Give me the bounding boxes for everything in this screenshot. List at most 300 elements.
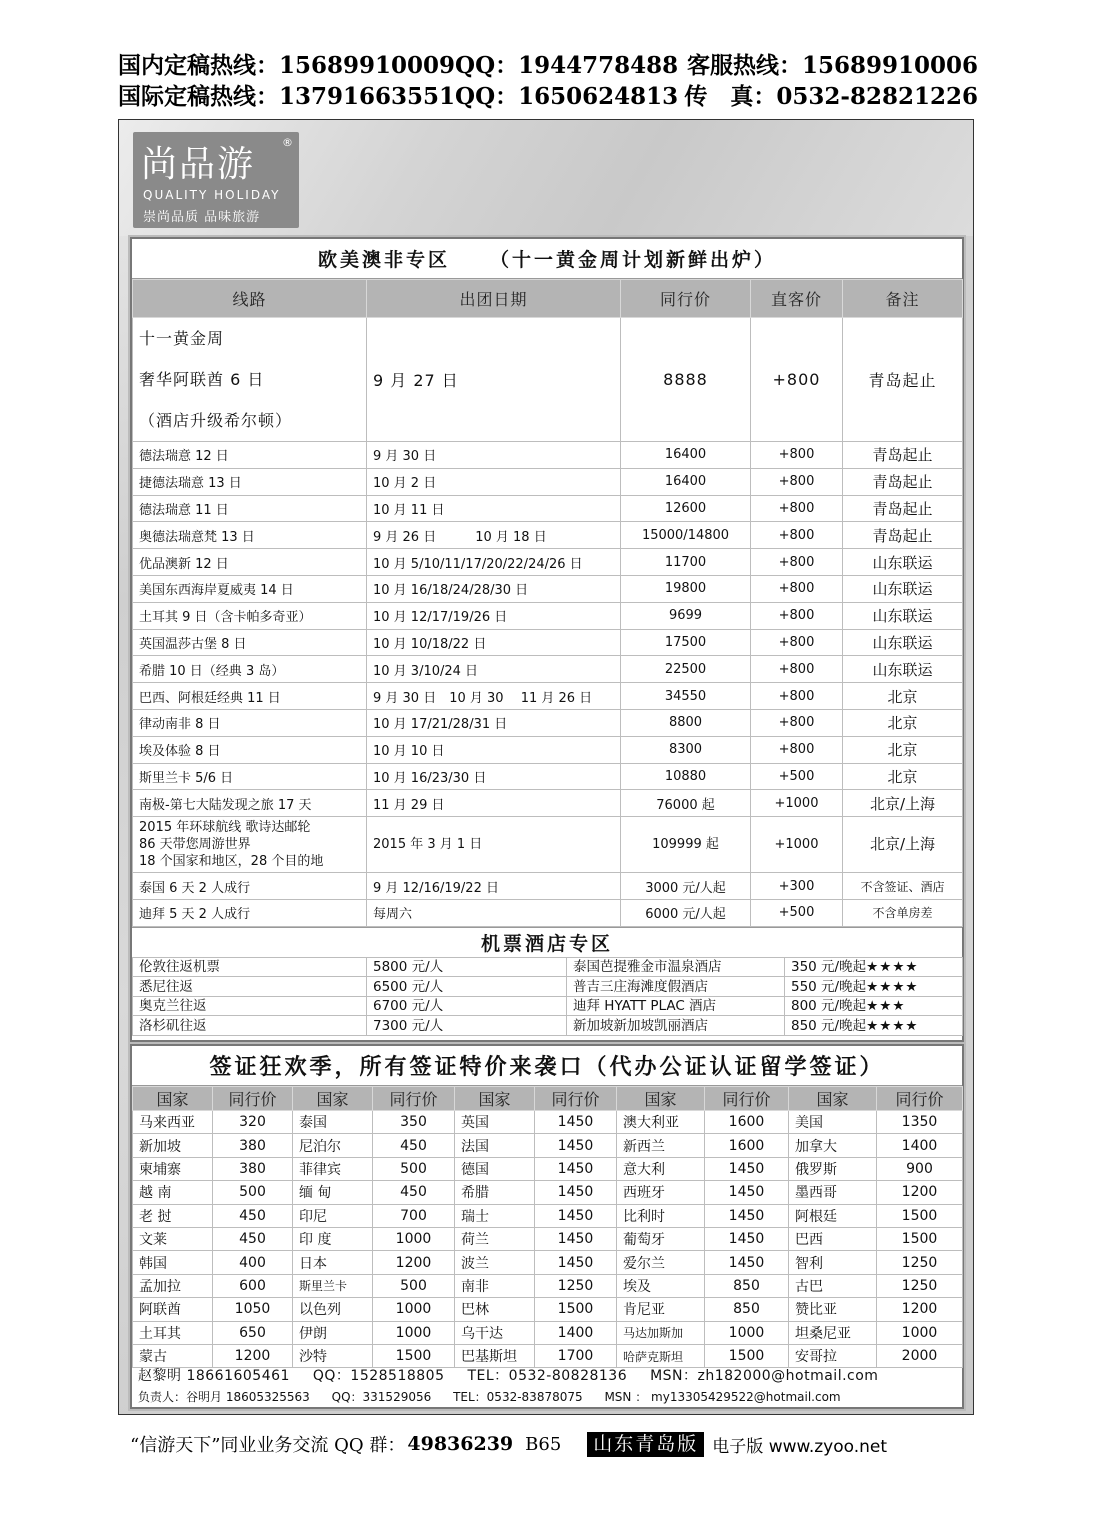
visa-country: 肯尼亚	[617, 1298, 705, 1321]
route-direct-price: +800	[751, 442, 843, 469]
visa-country: 赞比亚	[789, 1298, 877, 1321]
route-row	[133, 683, 963, 710]
route-peer-price: 8300	[621, 736, 751, 763]
route-note: 山东联运	[843, 549, 963, 576]
visa-country: 葡萄牙	[617, 1227, 705, 1250]
visa-country: 法国	[455, 1134, 535, 1157]
visa-country: 巴林	[455, 1298, 535, 1321]
visa-country: 印尼	[293, 1204, 373, 1227]
visa-country: 荷兰	[455, 1227, 535, 1250]
visa-price: 450	[373, 1181, 455, 1204]
visa-price: 500	[373, 1157, 455, 1180]
route-name: 德法瑞意 11 日	[133, 495, 367, 522]
route-name: 土耳其 9 日（含卡帕多奇亚）	[133, 602, 367, 629]
ticket-row	[133, 977, 963, 997]
route-direct-price: +800	[751, 522, 843, 549]
visa-price: 320	[213, 1111, 293, 1134]
route-name: 美国东西海岸夏威夷 14 日	[133, 575, 367, 602]
route-date: 每周六	[367, 899, 621, 926]
visa-header-price: 同行价	[877, 1087, 963, 1111]
brand-logo	[133, 132, 299, 228]
route-note: 山东联运	[843, 602, 963, 629]
visa-country: 希腊	[455, 1181, 535, 1204]
route-name: 德法瑞意 12 日	[133, 442, 367, 469]
visa-price: 1700	[535, 1344, 617, 1367]
route-date: 9 月 12/16/19/22 日	[367, 873, 621, 900]
route-name: 律动南非 8 日	[133, 709, 367, 736]
visa-price: 1450	[535, 1134, 617, 1157]
footer-qq-group: 49836239	[407, 1433, 514, 1455]
featured-route-row	[133, 318, 963, 442]
visa-country: 马来西亚	[133, 1111, 213, 1134]
hotel-price-value: 800 元/晚起	[791, 998, 867, 1014]
visa-country: 泰国	[293, 1111, 373, 1134]
cruise-route	[133, 817, 367, 873]
visa-price: 500	[213, 1181, 293, 1204]
route-row	[133, 736, 963, 763]
page-number: B65	[525, 1433, 562, 1455]
route-date: 10 月 2 日	[367, 468, 621, 495]
route-direct-price: +800	[751, 549, 843, 576]
visa-country: 伊朗	[293, 1321, 373, 1344]
fax-number: 传 真：0532-82821226	[684, 83, 978, 110]
route-direct-price: +800	[751, 495, 843, 522]
ticket-row	[133, 996, 963, 1016]
visa-price: 1450	[705, 1251, 789, 1274]
route-date: 10 月 17/21/28/31 日	[367, 709, 621, 736]
ticket-price: 5800 元/人	[367, 957, 567, 977]
route-note: 山东联运	[843, 629, 963, 656]
ticket-route: 伦敦往返机票	[133, 957, 367, 977]
visa-price: 650	[213, 1321, 293, 1344]
contact-manager	[138, 1388, 859, 1405]
visa-country: 安哥拉	[789, 1344, 877, 1367]
route-name: 巴西、阿根廷经典 11 日	[133, 683, 367, 710]
route-direct-price: +800	[751, 602, 843, 629]
route-date: 10 月 16/23/30 日	[367, 763, 621, 790]
route-peer-price: 16400	[621, 442, 751, 469]
visa-price: 500	[373, 1274, 455, 1297]
edition-badge: 山东青岛版	[587, 1432, 704, 1457]
route-name: 希腊 10 日（经典 3 岛）	[133, 656, 367, 683]
visa-country: 新加坡	[133, 1134, 213, 1157]
route-name: 南极-第七大陆发现之旅 17 天	[133, 790, 367, 817]
header-direct-price: 直客价	[751, 280, 843, 318]
visa-country: 波兰	[455, 1251, 535, 1274]
route-row	[133, 522, 963, 549]
header-date: 出团日期	[367, 280, 621, 318]
visa-price: 1000	[705, 1321, 789, 1344]
route-direct-price: +800	[751, 683, 843, 710]
cruise-route-line3: 18 个国家和地区，28 个目的地	[139, 854, 324, 870]
visa-country: 印 度	[293, 1227, 373, 1250]
route-note: 青岛起止	[843, 495, 963, 522]
route-date: 11 月 29 日	[367, 790, 621, 817]
route-row	[133, 656, 963, 683]
route-direct-price: +800	[751, 736, 843, 763]
route-name: 泰国 6 天 2 人成行	[133, 873, 367, 900]
route-row	[133, 899, 963, 926]
visa-price: 1050	[213, 1298, 293, 1321]
route-note: 山东联运	[843, 656, 963, 683]
visa-price: 850	[705, 1274, 789, 1297]
visa-country: 巴西	[789, 1227, 877, 1250]
route-peer-price: 34550	[621, 683, 751, 710]
visa-price: 2000	[877, 1344, 963, 1367]
visa-price: 1250	[877, 1274, 963, 1297]
contact-primary-tel: TEL：0532-80828136	[467, 1368, 628, 1384]
header-peer-price: 同行价	[621, 280, 751, 318]
visa-price: 450	[213, 1204, 293, 1227]
hotel-stars: ★★★	[866, 998, 906, 1014]
visa-country: 爱尔兰	[617, 1251, 705, 1274]
route-row	[133, 442, 963, 469]
route-peer-price: 22500	[621, 656, 751, 683]
brand-english: QUALITY HOLIDAY	[143, 188, 281, 202]
ticket-price: 7300 元/人	[367, 1016, 567, 1036]
visa-country: 澳大利亚	[617, 1111, 705, 1134]
visa-price: 900	[877, 1157, 963, 1180]
featured-route-line1: 十一黄金周	[139, 329, 225, 348]
visa-country: 柬埔寨	[133, 1157, 213, 1180]
route-name: 英国温莎古堡 8 日	[133, 629, 367, 656]
route-direct-price: +800	[751, 629, 843, 656]
route-peer-price: 10880	[621, 763, 751, 790]
visa-header-row	[133, 1087, 963, 1111]
route-row	[133, 790, 963, 817]
visa-row	[133, 1181, 963, 1204]
intl-hotline: 国际定稿热线：13791663551	[118, 83, 456, 110]
route-date: 9 月 26 日 10 月 18 日	[367, 522, 621, 549]
registered-mark: ®	[282, 136, 293, 149]
featured-price: 8888	[621, 318, 751, 442]
contact-primary	[138, 1365, 896, 1385]
route-direct-price: +800	[751, 656, 843, 683]
visa-country: 缅 甸	[293, 1181, 373, 1204]
visa-header-price: 同行价	[535, 1087, 617, 1111]
route-row	[133, 763, 963, 790]
hotel-name: 迪拜 HYATT PLAC 酒店	[567, 996, 785, 1016]
route-note: 北京	[843, 709, 963, 736]
visa-price: 1500	[877, 1204, 963, 1227]
route-row	[133, 575, 963, 602]
visa-price: 450	[213, 1227, 293, 1250]
ticket-price: 6500 元/人	[367, 977, 567, 997]
visa-country: 古巴	[789, 1274, 877, 1297]
visa-row	[133, 1204, 963, 1227]
visa-country: 俄罗斯	[789, 1157, 877, 1180]
visa-row	[133, 1227, 963, 1250]
hotline-header	[118, 50, 978, 112]
hotel-price	[785, 1016, 963, 1036]
route-peer-price: 6000 元/人起	[621, 899, 751, 926]
visa-country: 新西兰	[617, 1134, 705, 1157]
intl-qq: QQ：1650624813	[455, 83, 679, 110]
visa-price: 1500	[535, 1298, 617, 1321]
visa-price: 1200	[877, 1181, 963, 1204]
visa-header-price: 同行价	[213, 1087, 293, 1111]
visa-price: 1450	[535, 1204, 617, 1227]
route-peer-price: 17500	[621, 629, 751, 656]
visa-header-price: 同行价	[705, 1087, 789, 1111]
visa-price: 1250	[535, 1274, 617, 1297]
cruise-direct-price: +1000	[751, 817, 843, 873]
visa-price: 1450	[535, 1251, 617, 1274]
route-note: 青岛起止	[843, 442, 963, 469]
service-hotline: 客服热线：15689910006	[686, 52, 978, 79]
footer-text: “信游天下”同业业务交流 QQ 群：	[130, 1435, 406, 1456]
routes-title	[132, 239, 962, 279]
hotel-price	[785, 977, 963, 997]
visa-country: 尼泊尔	[293, 1134, 373, 1157]
visa-header-country: 国家	[455, 1087, 535, 1111]
visa-price: 1450	[535, 1181, 617, 1204]
route-peer-price: 12600	[621, 495, 751, 522]
visa-price: 1600	[705, 1111, 789, 1134]
visa-price: 400	[213, 1251, 293, 1274]
visa-country: 哈萨克斯坦	[617, 1344, 705, 1367]
ticket-route: 洛杉矶往返	[133, 1016, 367, 1036]
header-route: 线路	[133, 280, 367, 318]
visa-price: 1350	[877, 1111, 963, 1134]
visa-country: 坦桑尼亚	[789, 1321, 877, 1344]
route-direct-price: +500	[751, 763, 843, 790]
route-date: 9 月 30 日 10 月 30 11 月 26 日	[367, 683, 621, 710]
ticket-price: 6700 元/人	[367, 996, 567, 1016]
contact-primary-qq: QQ：1528518805	[312, 1368, 445, 1384]
visa-country: 比利时	[617, 1204, 705, 1227]
ticket-title: 机票酒店专区	[132, 927, 962, 957]
visa-country: 西班牙	[617, 1181, 705, 1204]
visa-row	[133, 1321, 963, 1344]
route-name: 迪拜 5 天 2 人成行	[133, 899, 367, 926]
visa-row	[133, 1298, 963, 1321]
cruise-route-line1: 2015 年环球航线 歌诗达邮轮	[139, 820, 311, 836]
hotel-price-value: 850 元/晚起	[791, 1017, 867, 1034]
hotel-name: 普吉三庄海滩度假酒店	[567, 977, 785, 997]
route-date: 9 月 30 日	[367, 442, 621, 469]
route-peer-price: 19800	[621, 575, 751, 602]
visa-header-price: 同行价	[373, 1087, 455, 1111]
route-direct-price: +500	[751, 899, 843, 926]
ticket-table	[132, 957, 963, 1036]
route-date: 10 月 16/18/24/28/30 日	[367, 575, 621, 602]
visa-price: 450	[373, 1134, 455, 1157]
visa-price: 1200	[213, 1344, 293, 1367]
visa-country: 日本	[293, 1251, 373, 1274]
visa-country: 瑞士	[455, 1204, 535, 1227]
visa-country: 意大利	[617, 1157, 705, 1180]
route-note: 青岛起止	[843, 522, 963, 549]
visa-row	[133, 1251, 963, 1274]
routes-panel	[130, 237, 964, 1042]
visa-country: 以色列	[293, 1298, 373, 1321]
route-direct-price: +800	[751, 575, 843, 602]
cruise-row	[133, 817, 963, 873]
cruise-peer-price: 109999 起	[621, 817, 751, 873]
routes-table	[132, 279, 963, 927]
featured-date: 9 月 27 日	[367, 318, 621, 442]
visa-title: 签证狂欢季，所有签证特价来袭口（代办公证认证留学签证）	[132, 1046, 962, 1086]
banner	[119, 120, 973, 236]
visa-country: 老 挝	[133, 1204, 213, 1227]
visa-price: 1600	[705, 1134, 789, 1157]
route-name: 奥德法瑞意梵 13 日	[133, 522, 367, 549]
visa-table	[132, 1086, 963, 1368]
route-row	[133, 629, 963, 656]
visa-price: 1450	[535, 1157, 617, 1180]
visa-price: 1000	[373, 1321, 455, 1344]
visa-country: 土耳其	[133, 1321, 213, 1344]
visa-country: 菲律宾	[293, 1157, 373, 1180]
visa-country: 马达加斯加	[617, 1321, 705, 1344]
route-note: 不含单房差	[843, 899, 963, 926]
route-direct-price: +1000	[751, 790, 843, 817]
hotel-stars: ★★★★	[866, 978, 919, 995]
visa-price: 1400	[535, 1321, 617, 1344]
route-date: 10 月 10/18/22 日	[367, 629, 621, 656]
visa-country: 阿联酋	[133, 1298, 213, 1321]
visa-price: 1500	[877, 1227, 963, 1250]
route-peer-price: 3000 元/人起	[621, 873, 751, 900]
visa-price: 1000	[877, 1321, 963, 1344]
visa-country: 斯里兰卡	[293, 1274, 373, 1297]
visa-row	[133, 1274, 963, 1297]
visa-country: 英国	[455, 1111, 535, 1134]
visa-header-country: 国家	[133, 1087, 213, 1111]
route-direct-price: +800	[751, 709, 843, 736]
hotel-price	[785, 996, 963, 1016]
visa-price: 1450	[535, 1111, 617, 1134]
visa-price: 1450	[705, 1181, 789, 1204]
visa-price: 350	[373, 1111, 455, 1134]
contact-primary-msn: MSN：zh182000@hotmail.com	[650, 1368, 879, 1384]
routes-header-row	[133, 280, 963, 318]
routes-title-main: 欧美澳非专区	[317, 249, 450, 271]
route-peer-price: 15000/14800	[621, 522, 751, 549]
domestic-qq: QQ：1944778488	[455, 52, 679, 79]
route-note: 北京	[843, 736, 963, 763]
route-date: 10 月 10 日	[367, 736, 621, 763]
ad-frame	[118, 119, 974, 1415]
route-row	[133, 602, 963, 629]
route-row	[133, 873, 963, 900]
ticket-route: 奥克兰往返	[133, 996, 367, 1016]
route-note: 北京/上海	[843, 790, 963, 817]
route-name: 斯里兰卡 5/6 日	[133, 763, 367, 790]
route-peer-price: 16400	[621, 468, 751, 495]
cruise-date: 2015 年 3 月 1 日	[367, 817, 621, 873]
ticket-row	[133, 957, 963, 977]
visa-country: 德国	[455, 1157, 535, 1180]
route-name: 埃及体验 8 日	[133, 736, 367, 763]
route-row	[133, 495, 963, 522]
visa-price: 380	[213, 1134, 293, 1157]
route-note: 北京	[843, 763, 963, 790]
route-name: 捷德法瑞意 13 日	[133, 468, 367, 495]
routes-title-sub: （十一黄金周计划新鲜出炉）	[490, 249, 777, 271]
visa-price: 1450	[535, 1227, 617, 1250]
website-link[interactable]: 电子版 www.zyoo.net	[712, 1436, 888, 1457]
page-footer	[130, 1431, 980, 1457]
visa-country: 巴基斯坦	[455, 1344, 535, 1367]
visa-country: 乌干达	[455, 1321, 535, 1344]
visa-country: 孟加拉	[133, 1274, 213, 1297]
visa-country: 墨西哥	[789, 1181, 877, 1204]
visa-price: 1450	[705, 1157, 789, 1180]
featured-route	[133, 318, 367, 442]
route-row	[133, 468, 963, 495]
hotel-name: 新加坡新加坡凯丽酒店	[567, 1016, 785, 1036]
ticket-route: 悉尼往返	[133, 977, 367, 997]
route-row	[133, 709, 963, 736]
visa-price: 1450	[705, 1227, 789, 1250]
visa-country: 智利	[789, 1251, 877, 1274]
visa-country: 蒙古	[133, 1344, 213, 1367]
visa-price: 1500	[373, 1344, 455, 1367]
visa-price: 1200	[373, 1251, 455, 1274]
visa-price: 1250	[877, 1251, 963, 1274]
visa-header-country: 国家	[617, 1087, 705, 1111]
route-date: 10 月 11 日	[367, 495, 621, 522]
domestic-hotline: 国内定稿热线：15689910009	[118, 52, 456, 79]
visa-price: 600	[213, 1274, 293, 1297]
contact-manager-name: 负责人：谷明月 18605325563	[138, 1390, 310, 1404]
route-peer-price: 11700	[621, 549, 751, 576]
featured-note: 青岛起止	[843, 318, 963, 442]
visa-country: 加拿大	[789, 1134, 877, 1157]
contact-manager-qq: QQ：331529056	[331, 1390, 432, 1404]
route-peer-price: 9699	[621, 602, 751, 629]
featured-route-line3: （酒店升级希尔顿）	[139, 411, 293, 430]
visa-header-country: 国家	[293, 1087, 373, 1111]
hotel-price-value: 350 元/晚起	[791, 959, 867, 975]
contact-primary-name: 赵黎明 18661605461	[138, 1368, 290, 1384]
visa-price: 1200	[877, 1298, 963, 1321]
visa-price: 700	[373, 1204, 455, 1227]
hotel-price	[785, 957, 963, 977]
visa-price: 1450	[705, 1204, 789, 1227]
route-direct-price: +800	[751, 468, 843, 495]
visa-price: 1500	[705, 1344, 789, 1367]
visa-country: 阿根廷	[789, 1204, 877, 1227]
hotel-price-value: 550 元/晚起	[791, 978, 867, 995]
hotel-stars: ★★★★	[866, 1017, 919, 1034]
route-note: 山东联运	[843, 575, 963, 602]
visa-price: 1400	[877, 1134, 963, 1157]
contact-manager-msn: MSN ： my13305429522@hotmail.com	[604, 1390, 841, 1404]
route-note: 不含签证、酒店	[843, 873, 963, 900]
visa-price: 380	[213, 1157, 293, 1180]
header-note: 备注	[843, 280, 963, 318]
hotel-name: 泰国芭提雅金市温泉酒店	[567, 957, 785, 977]
route-note: 北京	[843, 683, 963, 710]
route-peer-price: 8800	[621, 709, 751, 736]
visa-panel	[130, 1044, 964, 1409]
visa-price: 1000	[373, 1298, 455, 1321]
visa-row	[133, 1134, 963, 1157]
brand-name: 尚品游	[141, 144, 256, 185]
cruise-note: 北京/上海	[843, 817, 963, 873]
ticket-row	[133, 1016, 963, 1036]
route-peer-price: 76000 起	[621, 790, 751, 817]
visa-country: 美国	[789, 1111, 877, 1134]
contact-manager-tel: TEL：0532-83878075	[453, 1390, 583, 1404]
visa-country: 越 南	[133, 1181, 213, 1204]
visa-country: 沙特	[293, 1344, 373, 1367]
featured-route-line2: 奢华阿联酋 6 日	[139, 370, 265, 389]
visa-country: 埃及	[617, 1274, 705, 1297]
